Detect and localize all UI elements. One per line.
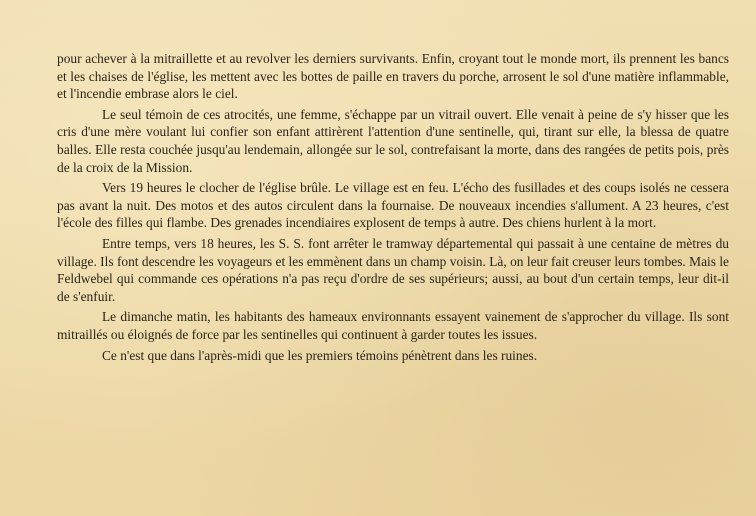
paragraph-4: Entre temps, vers 18 heures, les S. S. font arrêter le tramway départemental qui passait à une centaine de mètres du village. Ils font descendre les voyageurs et les emmènent dans un champ voisin. Là, on leur fait creuser leurs tombes. Mais le Feldwebel qui commande ces opérations n'a pas reçu d'ordre de ses supérieurs; aussi, au bout d'un certain temps, leur dit-il de s'enfuir. [57, 235, 729, 304]
paragraph-5: Le dimanche matin, les habitants des hameaux environnants essayent vainement de s'approcher du village. Ils sont mitraillés ou éloignés de force par les sentinelles qui continuent à garder toutes les issues. [57, 309, 729, 342]
paragraph-6: Ce n'est que dans l'après-midi que les premiers témoins pénètrent dans les ruines. [102, 347, 538, 363]
paragraph-3: Vers 19 heures le clocher de l'église brûle. Le village est en feu. L'écho des fusillades et des coups isolés ne cessera pas avant la nuit. Des motos et des autos circulent dans la fournaise. De nouveaux incendies s'allument. A 23 heures, c'est l'école des filles qui flambe. Des grenades incendiaires explosent de temps à autre. Des chiens hurlent à la mort. [57, 180, 729, 231]
body-text [57, 50, 729, 364]
paragraph-2: Le seul témoin de ces atrocités, une femme, s'échappe par un vitrail ouvert. Elle venait à peine de s'y hisser que les cris d'une mère voulant lui confier son enfant attirèrent l'attention d'une sentinelle, qui, tirant sur elle, la blessa de quatre balles. Elle resta couchée jusqu'au lendemain, allongée sur le sol, contrefaisant la morte, dans des rangées de petits pois, près de la croix de la Mission. [57, 106, 729, 175]
paragraph-1: pour achever à la mitraillette et au revolver les derniers survivants. Enfin, croyant tout le monde mort, ils prennent les bancs et les chaises de l'église, les mettent avec les bottes de paille en travers du porche, arrosent le sol d'une matière inflammable, et l'incendie embrase alors le ciel. [57, 51, 729, 102]
